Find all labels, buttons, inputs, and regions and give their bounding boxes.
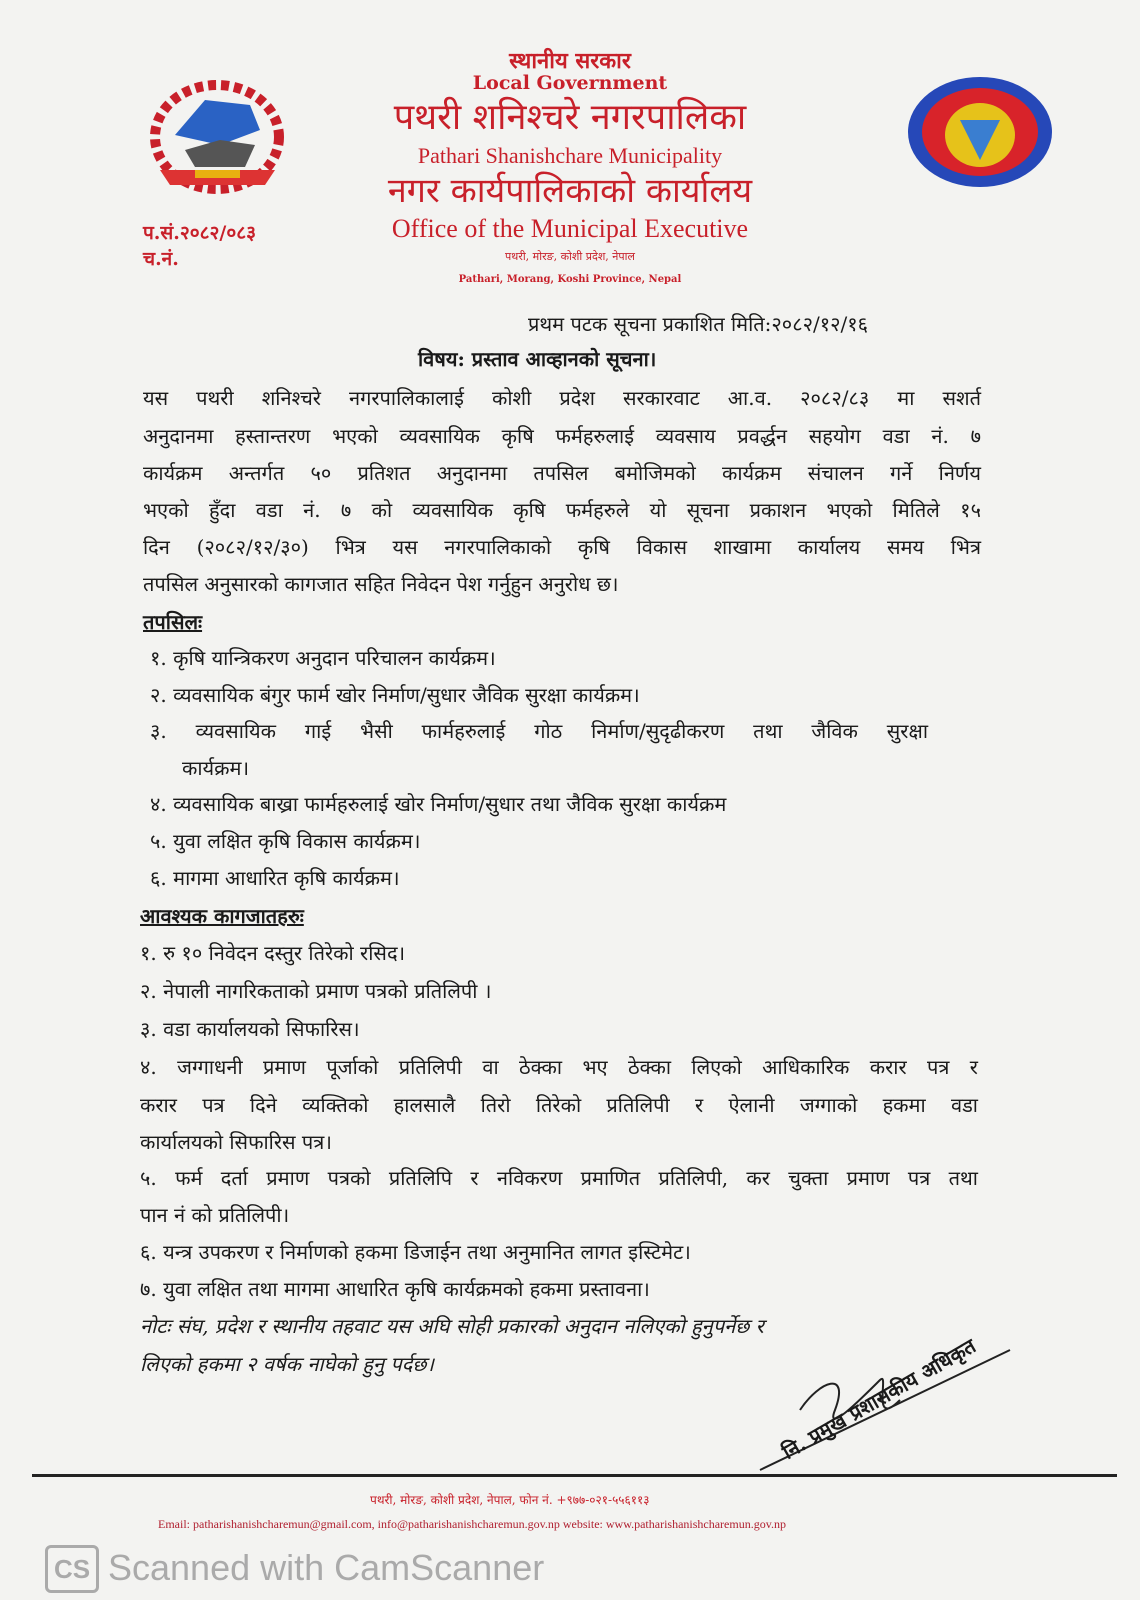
- body-line: भएको हुँदा वडा नं. ७ को व्यवसायिक कृषि फर्महरुले यो सूचना प्रकाशन भएको मितिले १५: [143, 498, 981, 522]
- nepal-emblem: [150, 75, 285, 195]
- tapsil-item: ५. युवा लक्षित कृषि विकास कार्यक्रम।: [150, 829, 421, 853]
- published-date: प्रथम पटक सूचना प्रकाशित मिति:२०८२/१२/१६: [528, 312, 869, 336]
- doc-item: पान नं को प्रतिलिपी।: [140, 1203, 290, 1227]
- tapsil-item: २. व्यवसायिक बंगुर फार्म खोर निर्माण/सुधार जैविक सुरक्षा कार्यक्रम।: [150, 683, 640, 707]
- tapsil-item: ६. मागमा आधारित कृषि कार्यक्रम।: [150, 866, 400, 890]
- office-name-en: Office of the Municipal Executive: [391, 214, 749, 243]
- footer-divider: [32, 1474, 1117, 1477]
- doc-item: २. नेपाली नागरिकताको प्रमाण पत्रको प्रतिलिपी ।: [140, 979, 492, 1003]
- tapsil-item: १. कृषि यान्त्रिकरण अनुदान परिचालन कार्यक्रम।: [150, 646, 496, 670]
- doc-item: करार पत्र दिने व्यक्तिको हालसालै तिरो तिरेको प्रतिलिपी र ऐलानी जग्गाको हकमा वडा: [140, 1093, 978, 1117]
- body-line: अनुदानमा हस्तान्तरण भएको व्यवसायिक कृषि फर्महरुलाई व्यवसाय प्रवर्द्धन सहयोग वडा नं. ७: [143, 424, 981, 448]
- body-line: यस पथरी शनिश्चरे नगरपालिकालाई कोशी प्रदेश सरकारवाट आ.व. २०८२/८३ मा सशर्त: [143, 386, 981, 410]
- doc-item: ७. युवा लक्षित तथा मागमा आधारित कृषि कार्यक्रमको हकमा प्रस्तावना।: [140, 1277, 650, 1301]
- address-en: Pathari, Morang, Koshi Province, Nepal: [458, 274, 682, 285]
- address-np: पथरी, मोरङ, कोशी प्रदेश, नेपाल: [505, 250, 635, 263]
- tapsil-item: ४. व्यवसायिक बाख्रा फार्महरुलाई खोर निर्माण/सुधार तथा जैविक सुरक्षा कार्यक्रम: [150, 792, 727, 816]
- doc-item: ६. यन्त्र उपकरण र निर्माणको हकमा डिजाईन तथा अनुमानित लागत इस्टिमेट।: [140, 1240, 691, 1264]
- footer-address: पथरी, मोरङ, कोशी प्रदेश, नेपाल, फोन नं. +९७७-०२१-५५६११३: [370, 1493, 650, 1507]
- note-line: लिएको हकमा २ वर्षक नाघेको हुनु पर्दछ।: [140, 1352, 434, 1376]
- subject: विषय: प्रस्ताव आव्हानको सूचना।: [418, 347, 657, 371]
- doc-item: कार्यालयको सिफारिस पत्र।: [140, 1130, 332, 1154]
- signatory-title: नि. प्रमुख प्रशासकीय अधिकृत: [778, 1333, 980, 1464]
- body-line: कार्यक्रम अन्तर्गत ५० प्रतिशत अनुदानमा तपसिल बमोजिमको कार्यक्रम संचालन गर्ने निर्णय: [143, 461, 981, 485]
- municipality-name-np: पथरी शनिश्चरे नगरपालिका: [393, 97, 747, 138]
- footer-contact: Email: patharishanishcharemun@gmail.com, info@patharishanishcharemun.gov.np website: www.patharishanishcharemun.gov.np: [158, 1517, 786, 1531]
- tapsil-heading: तपसिलः: [143, 610, 203, 634]
- note-line: नोटः संघ, प्रदेश र स्थानीय तहवाट यस अघि सोही प्रकारको अनुदान नलिएको हुनुपर्नेछ र: [140, 1314, 764, 1338]
- body-line: तपसिल अनुसारको कागजात सहित निवेदन पेश गर्नुहुन अनुरोध छ।: [143, 572, 619, 596]
- local-government-en: Local Government: [472, 72, 668, 94]
- tapsil-item: ३. व्यवसायिक गाई भैसी फार्महरुलाई गोठ निर्माण/सुदृढीकरण तथा जैविक सुरक्षा: [150, 719, 928, 743]
- doc-item: ५. फर्म दर्ता प्रमाण पत्रको प्रतिलिपि र नविकरण प्रमाणित प्रतिलिपी, कर चुक्ता प्रमाण पत्र तथा: [140, 1166, 978, 1190]
- docs-heading: आवश्यक कागजातहरुः: [140, 904, 304, 928]
- camscanner-badge: CS: [45, 1545, 99, 1593]
- tapsil-item-cont: कार्यक्रम।: [182, 756, 250, 780]
- dispatch-number: च.नं.: [143, 248, 179, 270]
- municipality-name-en: Pathari Shanishchare Municipality: [417, 143, 723, 168]
- municipality-logo: [905, 75, 1055, 190]
- camscanner-watermark: Scanned with CamScanner: [108, 1547, 545, 1588]
- doc-item: ३. वडा कार्यालयको सिफारिस।: [140, 1017, 360, 1041]
- office-name-np: नगर कार्यपालिकाको कार्यालय: [387, 171, 753, 211]
- body-line: दिन (२०८२/१२/३०) भित्र यस नगरपालिकाको कृषि विकास शाखामा कार्यालय समय भित्र: [143, 535, 981, 559]
- letter-number: प.सं.२०८२/०८३: [143, 222, 256, 244]
- doc-item: ४. जग्गाधनी प्रमाण पूर्जाको प्रतिलिपी वा ठेक्का भए ठेक्का लिएको आधिकारिक करार पत्र र: [140, 1055, 978, 1079]
- doc-item: १. रु १० निवेदन दस्तुर तिरेको रसिद।: [140, 941, 406, 965]
- local-government-np: स्थानीय सरकार: [509, 48, 631, 74]
